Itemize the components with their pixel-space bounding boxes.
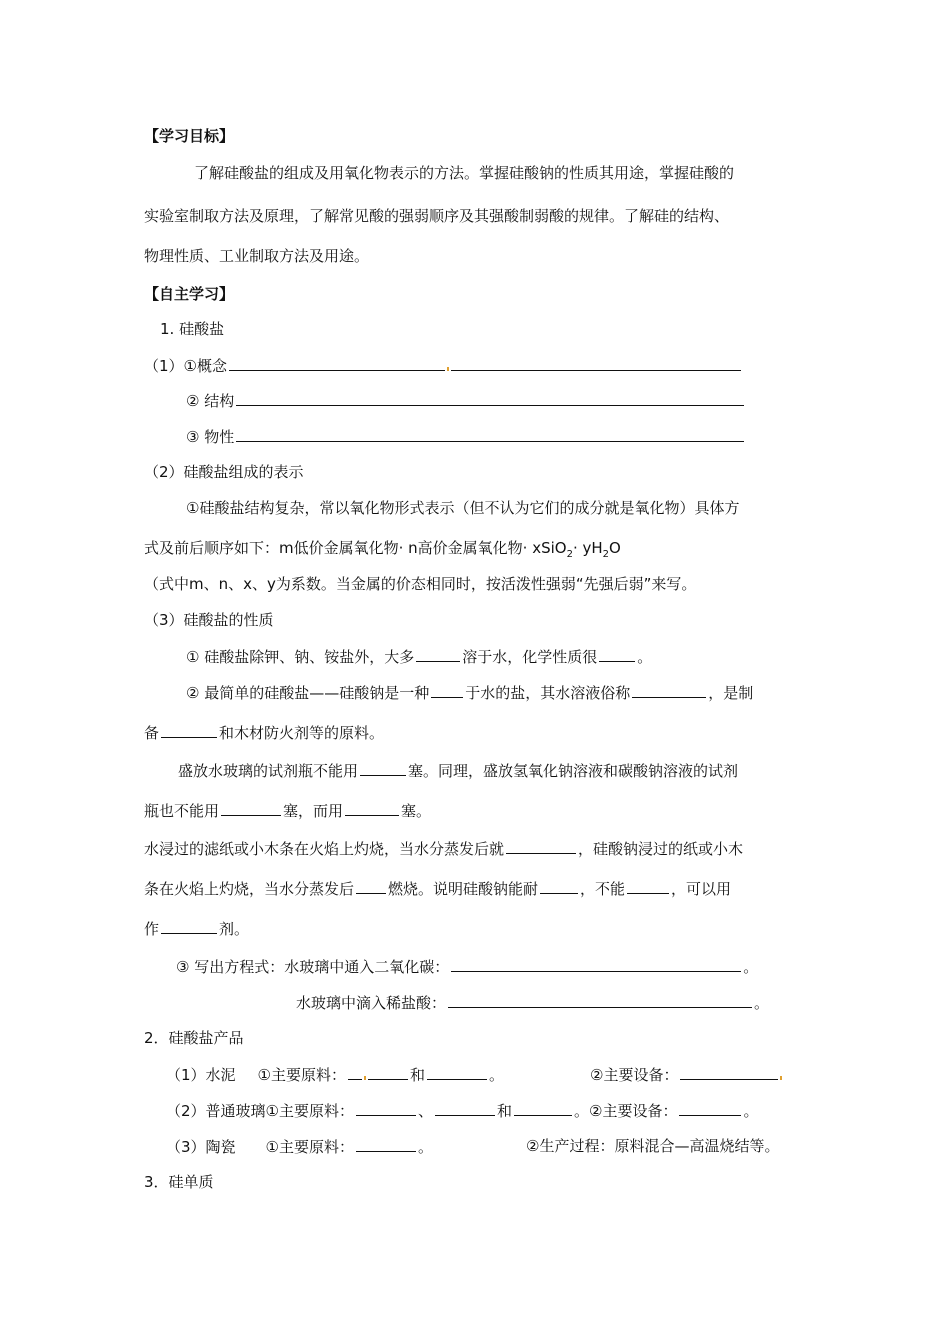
p3-i1: ③ 写出方程式：水玻璃中通入二氧化碳： — [176, 958, 450, 976]
cement-equipment — [590, 1064, 782, 1085]
p3-line-c — [144, 722, 384, 743]
structure-row — [186, 390, 746, 411]
p3-f2: ，硅酸钠浸过的纸或小木 — [578, 840, 744, 858]
glass-blank-1[interactable] — [356, 1100, 416, 1116]
p3-line-b — [186, 682, 753, 703]
blank-equation-co2[interactable] — [451, 956, 741, 972]
concept-blank-b[interactable] — [451, 355, 741, 371]
glass-sep: 、 — [418, 1102, 434, 1120]
cement-equipment-label: ②主要设备： — [590, 1066, 679, 1084]
formula-sub-a: 2 — [566, 549, 573, 560]
glass-period: 。 — [743, 1102, 759, 1120]
cement-row — [166, 1064, 806, 1085]
cement-material-label: ①主要原料： — [257, 1066, 346, 1084]
ceramic-label: （3）陶瓷 — [166, 1138, 236, 1156]
p3-d1: 盛放水玻璃的试剂瓶不能用 — [178, 762, 359, 780]
glass-blank-2[interactable] — [435, 1100, 495, 1116]
p3-a1: ① 硅酸盐除钾、钠、铵盐外，大多 — [186, 648, 415, 666]
glass-and: 和 — [497, 1102, 513, 1120]
p3-e2: 塞，而用 — [283, 802, 344, 820]
mark-dot — [780, 1076, 782, 1080]
p3-h1: 作 — [144, 920, 160, 938]
blank-resist[interactable] — [540, 878, 578, 894]
blank-soluble[interactable] — [416, 646, 460, 662]
p3-line-f — [144, 838, 743, 859]
cement-equipment-blank[interactable] — [680, 1064, 778, 1080]
p3-j2: 。 — [754, 994, 770, 1012]
p2-title: （2）硅酸盐组成的表示 — [144, 463, 304, 481]
section-1-title: 1. 硅酸盐 — [160, 320, 225, 338]
blank-cannot[interactable] — [627, 878, 669, 894]
p3-title: （3）硅酸盐的性质 — [144, 611, 274, 629]
glass-label: （2）普通玻璃①主要原料： — [166, 1102, 354, 1120]
p3-g2: 燃烧。说明硅酸钠能耐 — [388, 880, 539, 898]
p3-h2: 剂。 — [219, 920, 250, 938]
concept-label: （1）①概念 — [144, 357, 227, 375]
p3-g1: 条在火焰上灼烧，当水分蒸发后 — [144, 880, 355, 898]
goals-line-2: 实验室制取方法及原理，了解常见酸的强弱顺序及其强酸制弱酸的规律。了解硅的结构、 — [144, 207, 730, 225]
heading-goals: 【学习目标】 — [144, 127, 235, 145]
section-3-title: 3．硅单质 — [144, 1173, 214, 1191]
cement-label: （1）水泥 — [166, 1066, 236, 1084]
blank-agent[interactable] — [161, 918, 217, 934]
glass-row — [166, 1100, 759, 1121]
p3-line-j — [296, 992, 769, 1013]
p3-i2: 。 — [743, 958, 759, 976]
cement-blank-1a[interactable] — [348, 1064, 362, 1080]
goals-line-1: 了解硅酸盐的组成及用氧化物表示的方法。掌握硅酸钠的性质其用途，掌握硅酸的 — [194, 164, 735, 182]
p3-c1: 备 — [144, 724, 160, 742]
p3-g3: ，不能 — [580, 880, 626, 898]
blank-equation-hcl[interactable] — [448, 992, 752, 1008]
p3-b3: ，是制 — [708, 684, 754, 702]
ceramic-material-label: ①主要原料： — [265, 1138, 354, 1156]
blank-stopper-2[interactable] — [221, 800, 281, 816]
p2-line-1: ①硅酸盐结构复杂，常以氧化物形式表示（但不认为它们的成分就是氧化物）具体方 — [186, 499, 740, 517]
p2-line-2 — [144, 538, 621, 565]
property-blank[interactable] — [236, 426, 744, 442]
blank-dissolve[interactable] — [431, 682, 463, 698]
p3-line-g — [144, 878, 731, 899]
glass-equipment-blank[interactable] — [679, 1100, 741, 1116]
structure-label: ② 结构 — [186, 392, 235, 410]
blank-burn[interactable] — [506, 838, 576, 854]
cement-blank-1b[interactable] — [368, 1064, 408, 1080]
ceramic-blank[interactable] — [356, 1136, 416, 1152]
cement-and: 和 — [410, 1066, 426, 1084]
glass-blank-3[interactable] — [514, 1100, 572, 1116]
p3-c2: 和木材防火剂等的原料。 — [219, 724, 385, 742]
section-2-title: 2．硅酸盐产品 — [144, 1029, 244, 1047]
p3-b1: ② 最简单的硅酸盐——硅酸钠是一种 — [186, 684, 430, 702]
concept-blank-a[interactable] — [229, 355, 445, 371]
p3-line-h — [144, 918, 249, 939]
concept-row — [144, 355, 743, 376]
p3-e1: 瓶也不能用 — [144, 802, 220, 820]
blank-not[interactable] — [356, 878, 386, 894]
formula-text-b: · yH — [572, 539, 603, 557]
p3-line-e — [144, 800, 431, 821]
blank-stopper-1[interactable] — [360, 760, 406, 776]
p3-a2: 溶于水，化学性质很 — [462, 648, 598, 666]
ceramic-period: 。 — [418, 1138, 434, 1156]
blank-stopper-3[interactable] — [345, 800, 399, 816]
p2-line-3: （式中m、n、x、y为系数。当金属的价态相同时，按活泼性强弱“先强后弱”来写。 — [144, 575, 697, 593]
cement-period: 。 — [489, 1066, 505, 1084]
p3-f1: 水浸过的滤纸或小木条在火焰上灼烧，当水分蒸发后就 — [144, 840, 505, 858]
formula-sub-b: 2 — [602, 549, 610, 560]
formula-text-a: 式及前后顺序如下：m低价金属氧化物· n高价金属氧化物· xSiO — [144, 539, 567, 557]
glass-equipment-label: 。②主要设备： — [574, 1102, 678, 1120]
ceramic-row — [166, 1136, 816, 1157]
blank-prepare[interactable] — [161, 722, 217, 738]
blank-common-name[interactable] — [632, 682, 706, 698]
structure-blank[interactable] — [236, 390, 744, 406]
p3-line-d — [178, 760, 738, 781]
ceramic-process: ②生产过程：原料混合—高温烧结等。 — [526, 1137, 780, 1155]
p3-d2: 塞。同理，盛放氢氧化钠溶液和碳酸钠溶液的试剂 — [408, 762, 739, 780]
mark-dot — [447, 367, 449, 371]
p3-line-i — [176, 956, 758, 977]
heading-self-study: 【自主学习】 — [144, 285, 235, 303]
p3-a3: 。 — [637, 648, 653, 666]
p3-g4: ，可以用 — [671, 880, 732, 898]
cement-blank-2[interactable] — [427, 1064, 487, 1080]
blank-stable[interactable] — [599, 646, 635, 662]
formula-text-c: O — [609, 539, 621, 557]
p3-b2: 于水的盐，其水溶液俗称 — [465, 684, 631, 702]
property-row — [186, 426, 746, 447]
goals-line-3: 物理性质、工业制取方法及用途。 — [144, 247, 370, 265]
mark-dot — [364, 1076, 366, 1080]
p3-e3: 塞。 — [401, 802, 432, 820]
p3-line-a — [186, 646, 652, 667]
property-label: ③ 物性 — [186, 428, 235, 446]
p3-j1: 水玻璃中滴入稀盐酸： — [296, 994, 447, 1012]
